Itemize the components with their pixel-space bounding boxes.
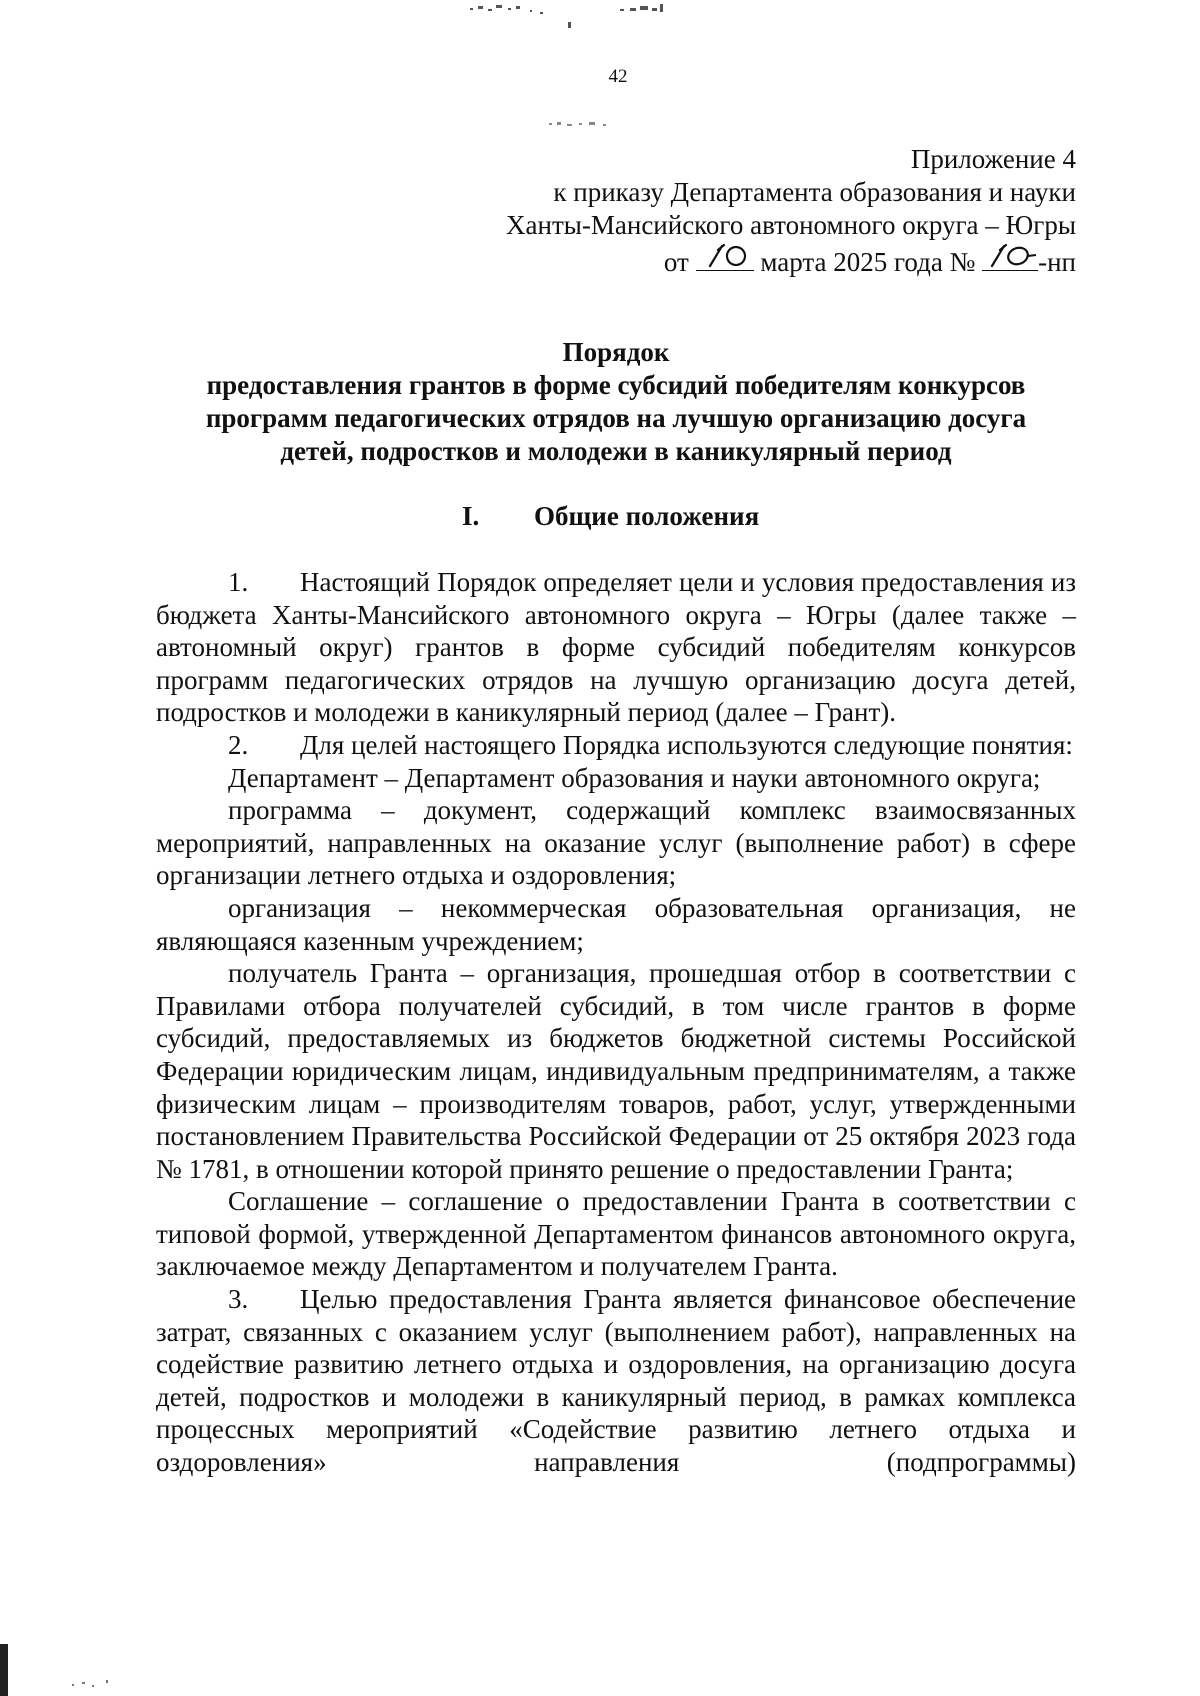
scan-artifact-bottom [70,1676,130,1692]
body-text [156,566,1076,1479]
title-heading: Порядок [562,337,670,367]
scan-margin-mark [0,1644,8,1696]
paragraph-2 [156,729,1076,762]
definition-organization [156,892,1076,957]
appendix-region: Ханты-Мансийского автономного округа – Югры [506,210,1076,240]
section-heading [462,500,759,533]
date-prefix: от [663,247,689,277]
definition-program [156,794,1076,892]
number-suffix: -нп [1038,247,1076,277]
paragraph-text: Для целей настоящего Порядка используются следующие понятия: [300,729,1073,760]
paragraph-1 [156,566,1076,729]
paragraph-number: 1. [228,567,249,597]
scan-artifact-small [545,118,665,130]
title-line-3: детей, подростков и молодежи в каникулярный период [280,436,952,466]
appendix-date-line [506,242,1076,279]
paragraph-3 [156,1283,1076,1479]
definition-department [156,762,1076,795]
paragraph-number: 2. [228,729,249,760]
section-number: I. [462,501,480,531]
paragraph-text: Департамент – Департамент образования и науки автономного округа; [228,762,1041,793]
section-title: Общие положения [534,501,760,531]
handwritten-day-icon [696,242,754,270]
date-month-year: марта 2025 года № [760,247,976,277]
document-title [156,336,1076,468]
handwritten-number [982,242,1038,271]
title-line-1: предоставления грантов в форме субсидий победителям конкурсов [206,370,1026,400]
scan-artifact-top [460,0,760,30]
title-line-2: программ педагогических отрядов на лучшую организацию досуга [205,403,1027,433]
paragraph-text: Соглашение – соглашение о предоставлении Гранта в соответствии с типовой формой, утвержденной Департаментом финансов автономного округа, заключаемое между Департаментом и получателем Гранта. [156,1186,1076,1282]
definition-agreement [156,1185,1076,1283]
paragraph-text: программа – документ, содержащий комплекс взаимосвязанных мероприятий, направленных на оказание услуг (выполнение работ) в сфере организации летнего отдыха и оздоровления; [156,795,1076,891]
appendix-order-ref: к приказу Департамента образования и науки [553,177,1076,207]
handwritten-day [696,242,754,271]
definition-recipient [156,957,1076,1185]
paragraph-number: 3. [228,1284,249,1315]
paragraph-text: Целью предоставления Гранта является финансовое обеспечение затрат, связанных с оказанием услуг (выполнением работ), направленных на содействие развитию летнего отдыха и оздоровления, на организацию досуга детей, подростков и молодежи в каникулярный период, в рамках комплекса процессных мероприятий «Содействие развитию летнего отдыха и оздоровления» направления (подпрограммы) [156,1284,1076,1478]
paragraph-text: Настоящий Порядок определяет цели и условия предоставления из бюджета Ханты-Мансийского автономного округа – Югры (далее также – автономный округ) грантов в форме субсидий победителям конкурсов программ педагогических отрядов на лучшую организацию досуга детей, подростков и молодежи в каникулярный период (далее – Грант). [156,567,1076,728]
handwritten-number-icon [982,242,1038,270]
page-number: 42 [608,66,628,87]
appendix-title: Приложение 4 [910,144,1076,174]
appendix-block [506,143,1076,279]
paragraph-text: получатель Гранта – организация, прошедшая отбор в соответствии с Правилами отбора получателей субсидий, в том числе грантов в форме субсидий, предоставляемых из бюджетов бюджетной системы Российской Федерации юридическим лицам, индивидуальным предпринимателям, а также физическим лицам – производителям товаров, работ, услуг, утвержденными постановлением Правительства Российской Федерации от 25 октября 2023 года № 1781, в отношении которой принято решение о предоставлении Гранта; [156,958,1076,1184]
paragraph-text: организация – некоммерческая образовательная организация, не являющаяся казенным учреждением; [156,892,1076,956]
